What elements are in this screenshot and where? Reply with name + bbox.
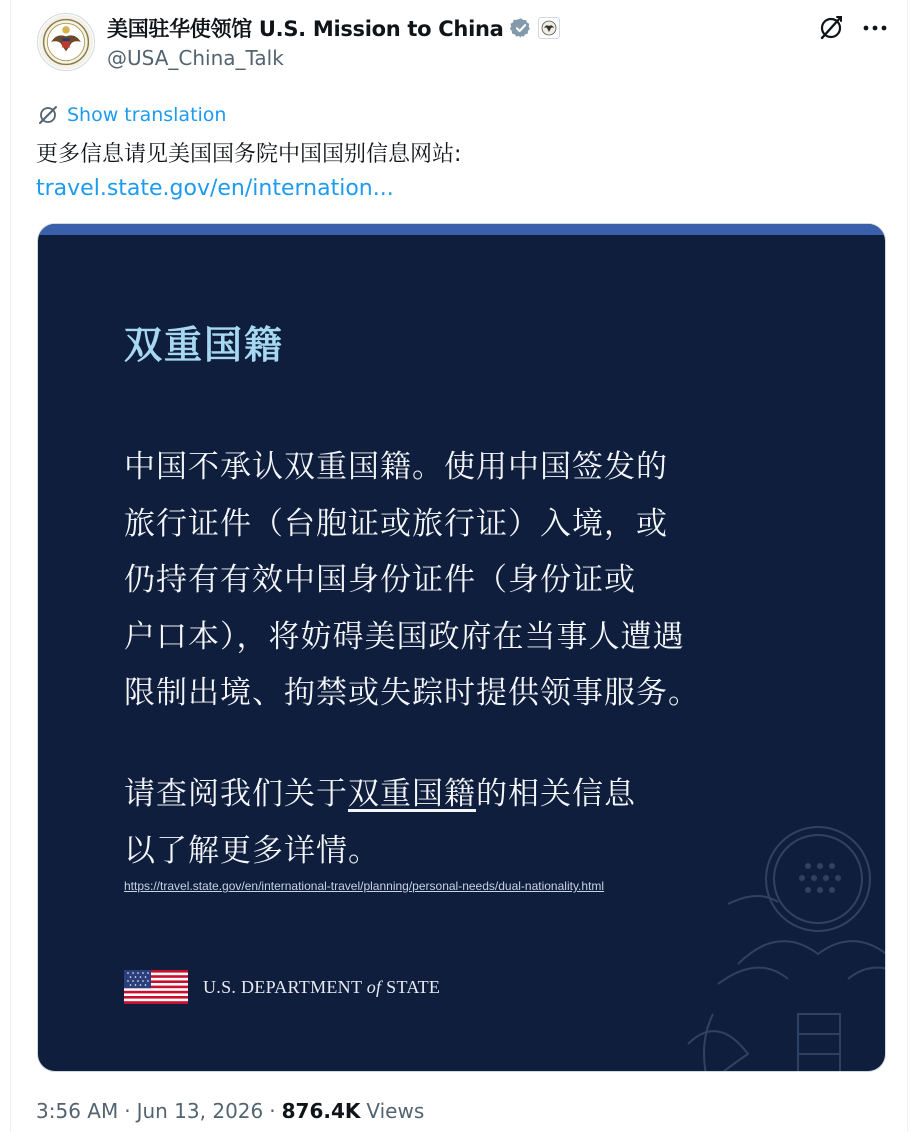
verified-badge-icon xyxy=(510,17,532,39)
department-of: of xyxy=(366,976,382,997)
card-body-line: 中国不承认双重国籍。使用中国签发的 xyxy=(124,449,668,485)
refer-suffix: 的相关信息 xyxy=(476,776,636,812)
us-flag-icon xyxy=(124,970,188,1004)
tweet-time[interactable]: 3:56 AM xyxy=(36,1099,119,1123)
card-refer xyxy=(124,766,804,879)
media-card[interactable] xyxy=(37,223,886,1072)
card-refer-line xyxy=(124,766,804,823)
department-suffix: STATE xyxy=(381,976,441,997)
tweet-meta xyxy=(36,1099,424,1123)
card-body xyxy=(124,439,804,722)
dual-nationality-link: 双重国籍 xyxy=(348,776,476,812)
card-body-line: 旅行证件（台胞证或旅行证）入境，或 xyxy=(124,505,668,542)
show-translation-label[interactable]: Show translation xyxy=(67,104,227,126)
card-refer-line: 以了解更多详情。 xyxy=(124,832,380,869)
affiliation-seal-icon[interactable] xyxy=(538,17,560,39)
author-name-row[interactable] xyxy=(107,14,560,42)
avatar[interactable] xyxy=(37,13,95,71)
card-body-line: 仍持有有效中国身份证件（身份证或 xyxy=(124,562,636,598)
display-name[interactable]: 美国驻华使领馆 U.S. Mission to China xyxy=(107,17,504,41)
meta-separator: · xyxy=(269,1099,276,1123)
department-name xyxy=(203,977,440,998)
card-body-line: 户口本），将妨碍美国政府在当事人遭遇 xyxy=(124,618,685,655)
grok-icon xyxy=(817,14,845,42)
tweet xyxy=(10,0,908,1132)
department-logo xyxy=(124,969,440,1005)
meta-separator: · xyxy=(124,1099,131,1123)
tweet-date[interactable]: Jun 13, 2026 xyxy=(136,1099,264,1123)
views-label: Views xyxy=(366,1099,425,1123)
refer-prefix: 请查阅我们关于 xyxy=(124,776,348,812)
views-count: 876.4K xyxy=(281,1099,361,1123)
grok-button[interactable] xyxy=(817,14,845,42)
author-handle[interactable]: @USA_China_Talk xyxy=(107,46,284,70)
department-prefix: U.S. DEPARTMENT xyxy=(203,976,367,997)
card-title: 双重国籍 xyxy=(124,323,285,367)
show-translation[interactable] xyxy=(37,102,226,128)
card-top-bar xyxy=(38,224,885,235)
tweet-text: 更多信息请见美国国务院中国国别信息网站: xyxy=(36,142,462,167)
card-url: https://travel.state.gov/en/international-travel/planning/personal-needs/dual-nationality.html xyxy=(124,879,605,893)
translate-icon xyxy=(37,104,59,126)
tweet-link[interactable]: travel.state.gov/en/internation... xyxy=(36,176,394,201)
card-body-line: 限制出境、拘禁或失踪时提供领事服务。 xyxy=(124,675,700,711)
more-button[interactable] xyxy=(861,14,889,42)
more-icon xyxy=(861,14,889,42)
